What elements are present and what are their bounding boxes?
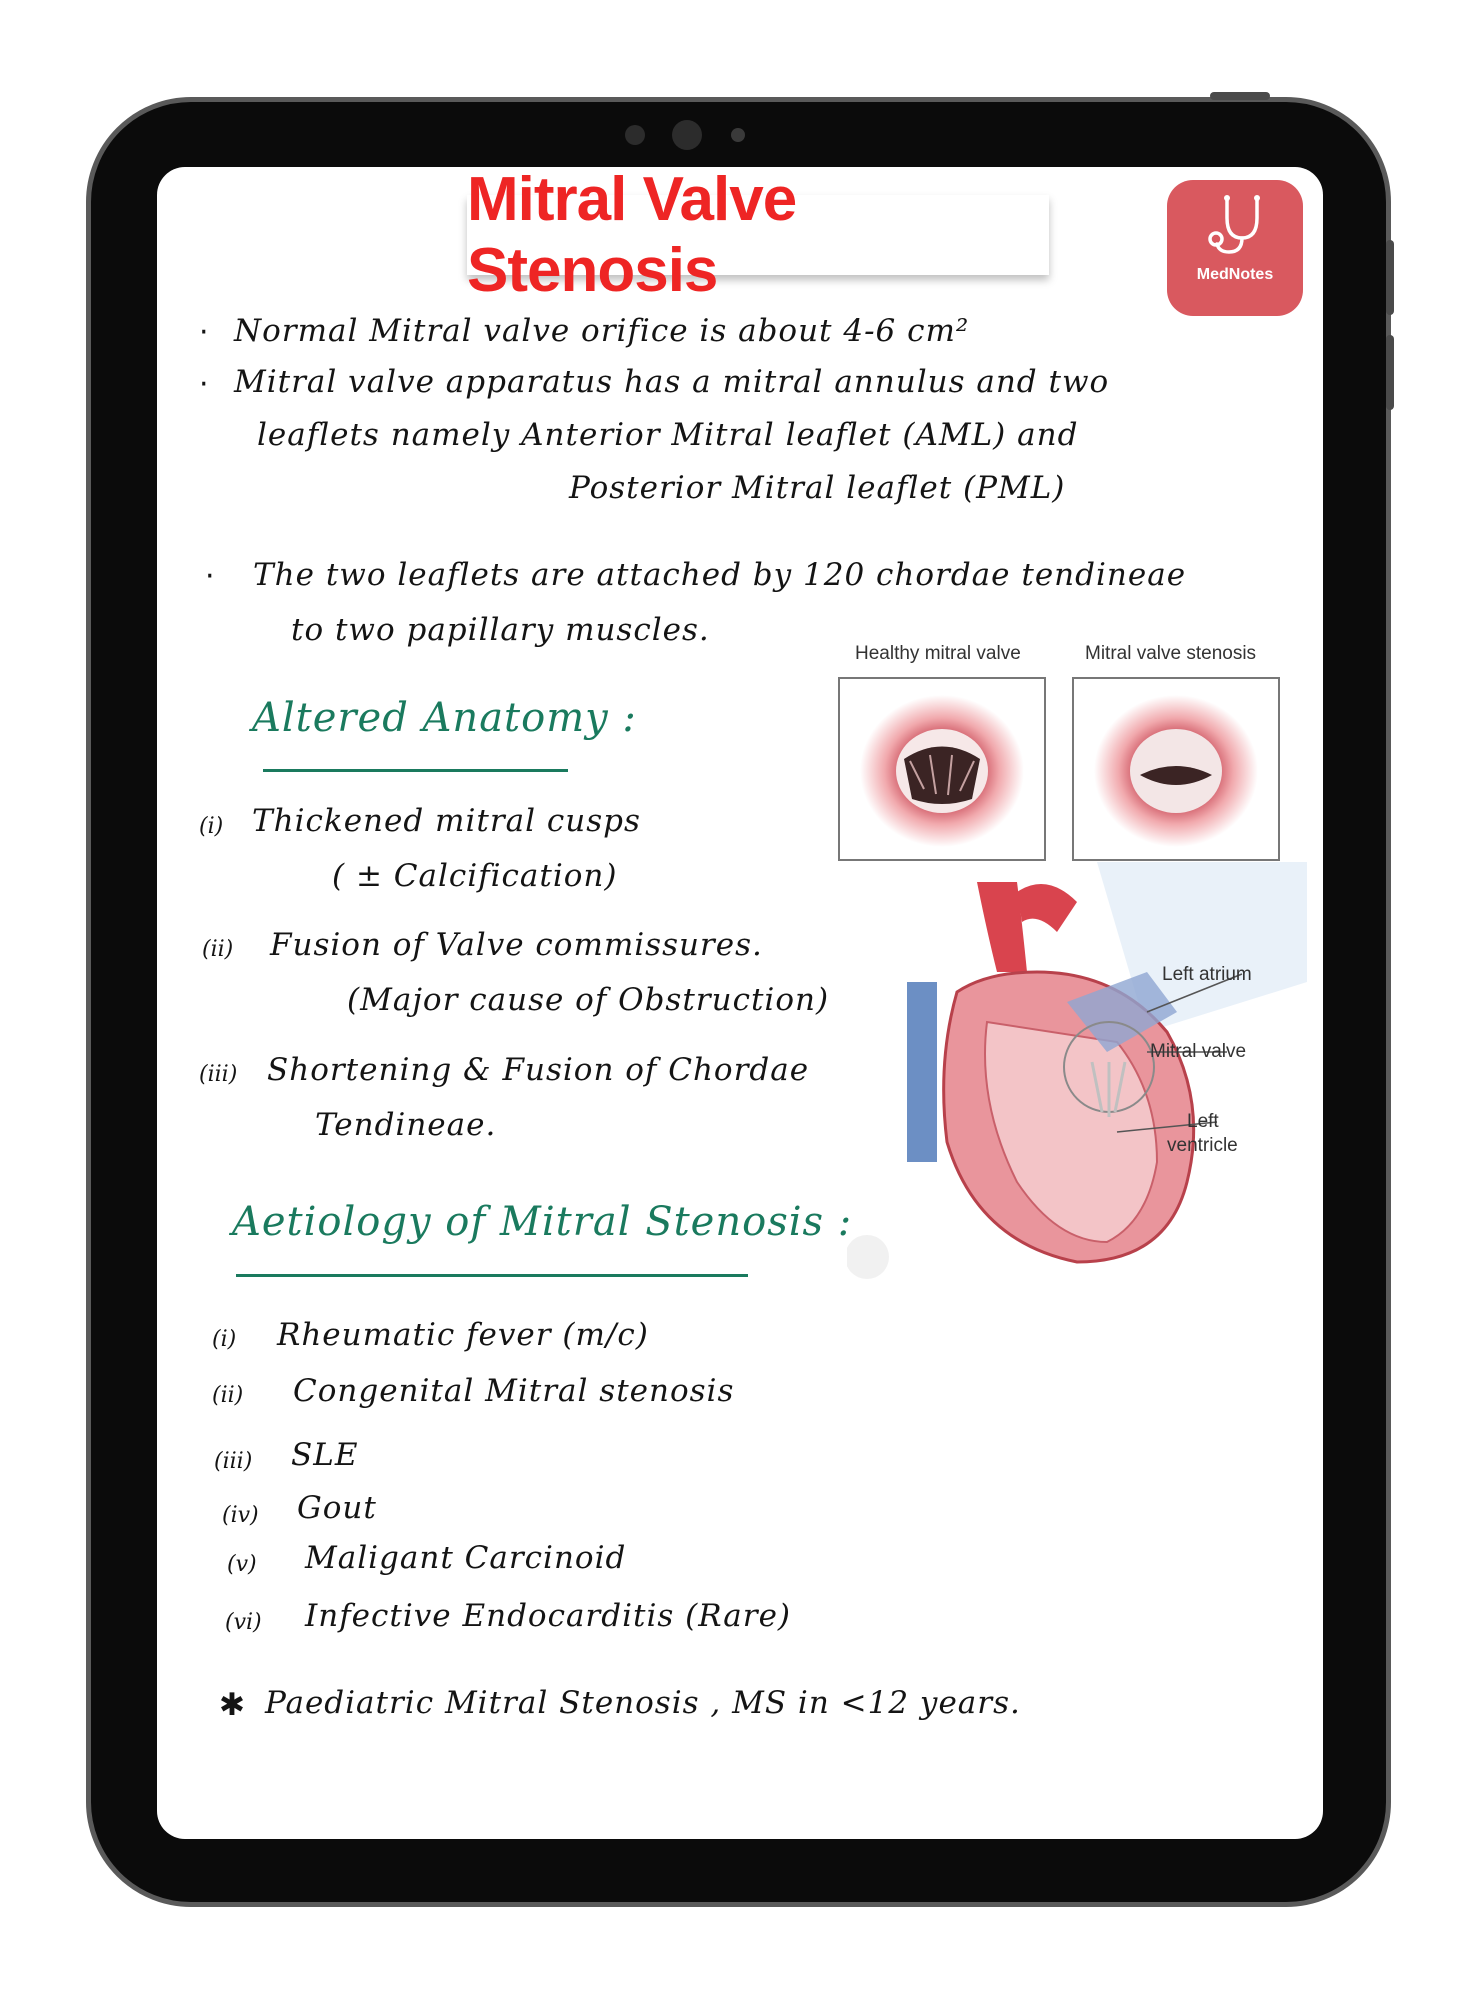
left-ventricle-label: ventricle xyxy=(1167,1135,1238,1156)
item-number: (iv) xyxy=(222,1503,259,1528)
item-number: (iii) xyxy=(214,1449,253,1474)
item-number: (ii) xyxy=(212,1383,244,1408)
page-title: Mitral Valve Stenosis xyxy=(467,167,797,305)
altered-anatomy-heading: Altered Anatomy : xyxy=(252,695,637,741)
mednotes-logo xyxy=(1167,180,1303,316)
healthy-valve-image xyxy=(838,677,1046,861)
note-star: ✱ xyxy=(219,1687,246,1723)
anatomy-item-note: ( ± Calcification) xyxy=(332,858,618,894)
intro-line: to two papillary muscles. xyxy=(291,612,710,648)
volume-up-button xyxy=(1386,240,1394,315)
intro-line: Normal Mitral valve orifice is about 4-6 cm² xyxy=(234,313,970,349)
anatomy-item-note: Tendineae. xyxy=(315,1107,497,1143)
intro-line: Mitral valve apparatus has a mitral annulus and two xyxy=(234,364,1110,400)
logo-text: MedNotes xyxy=(1196,266,1274,283)
aetiology-item: Infective Endocarditis (Rare) xyxy=(305,1598,792,1634)
bullet-dot: · xyxy=(205,559,215,594)
light-sensor-icon xyxy=(731,128,745,142)
heading-underline xyxy=(263,769,568,772)
item-number: (i) xyxy=(212,1327,237,1352)
item-number: (i) xyxy=(199,814,224,839)
item-number: (ii) xyxy=(202,937,234,962)
item-number: (vi) xyxy=(225,1610,262,1635)
aetiology-item: Rheumatic fever (m/c) xyxy=(277,1317,649,1353)
aetiology-item: SLE xyxy=(291,1437,359,1473)
aetiology-item: Congenital Mitral stenosis xyxy=(293,1373,735,1409)
title-banner xyxy=(467,167,1049,305)
sensor-icon xyxy=(625,125,645,145)
anatomy-item: Thickened mitral cusps xyxy=(252,803,641,839)
anatomy-item: Fusion of Valve commissures. xyxy=(270,927,763,963)
mitral-valve-label: Mitral valve xyxy=(1150,1041,1247,1062)
item-number: (v) xyxy=(227,1552,257,1577)
intro-line: Posterior Mitral leaflet (PML) xyxy=(569,470,1066,506)
aetiology-heading: Aetiology of Mitral Stenosis : xyxy=(232,1199,853,1245)
stenosis-valve-caption: Mitral valve stenosis xyxy=(1085,643,1257,664)
heading-underline xyxy=(236,1274,748,1277)
power-button xyxy=(1210,92,1270,100)
volume-down-button xyxy=(1386,335,1394,410)
camera-icon xyxy=(672,120,702,150)
heart-illustration xyxy=(847,862,1307,1282)
paediatric-note: Paediatric Mitral Stenosis , MS in <12 years. xyxy=(265,1685,1021,1721)
stethoscope-icon xyxy=(1167,180,1303,270)
left-atrium-label: Left atrium xyxy=(1162,964,1252,985)
healthy-valve-caption: Healthy mitral valve xyxy=(855,643,1021,664)
stenosis-valve-image xyxy=(1072,677,1280,861)
aetiology-item: Maligant Carcinoid xyxy=(305,1540,627,1576)
intro-line: leaflets namely Anterior Mitral leaflet (AML) and xyxy=(257,417,1079,453)
bullet-dot: · xyxy=(199,367,209,402)
left-ventricle-label: Left xyxy=(1187,1111,1219,1132)
intro-line: The two leaflets are attached by 120 chordae tendineae xyxy=(253,557,1187,593)
aetiology-item: Gout xyxy=(297,1490,377,1526)
bullet-dot: · xyxy=(199,315,209,350)
anatomy-item-note: (Major cause of Obstruction) xyxy=(347,982,830,1018)
notes-page xyxy=(157,167,1323,1839)
anatomy-item: Shortening & Fusion of Chordae xyxy=(267,1052,810,1088)
item-number: (iii) xyxy=(199,1062,238,1087)
